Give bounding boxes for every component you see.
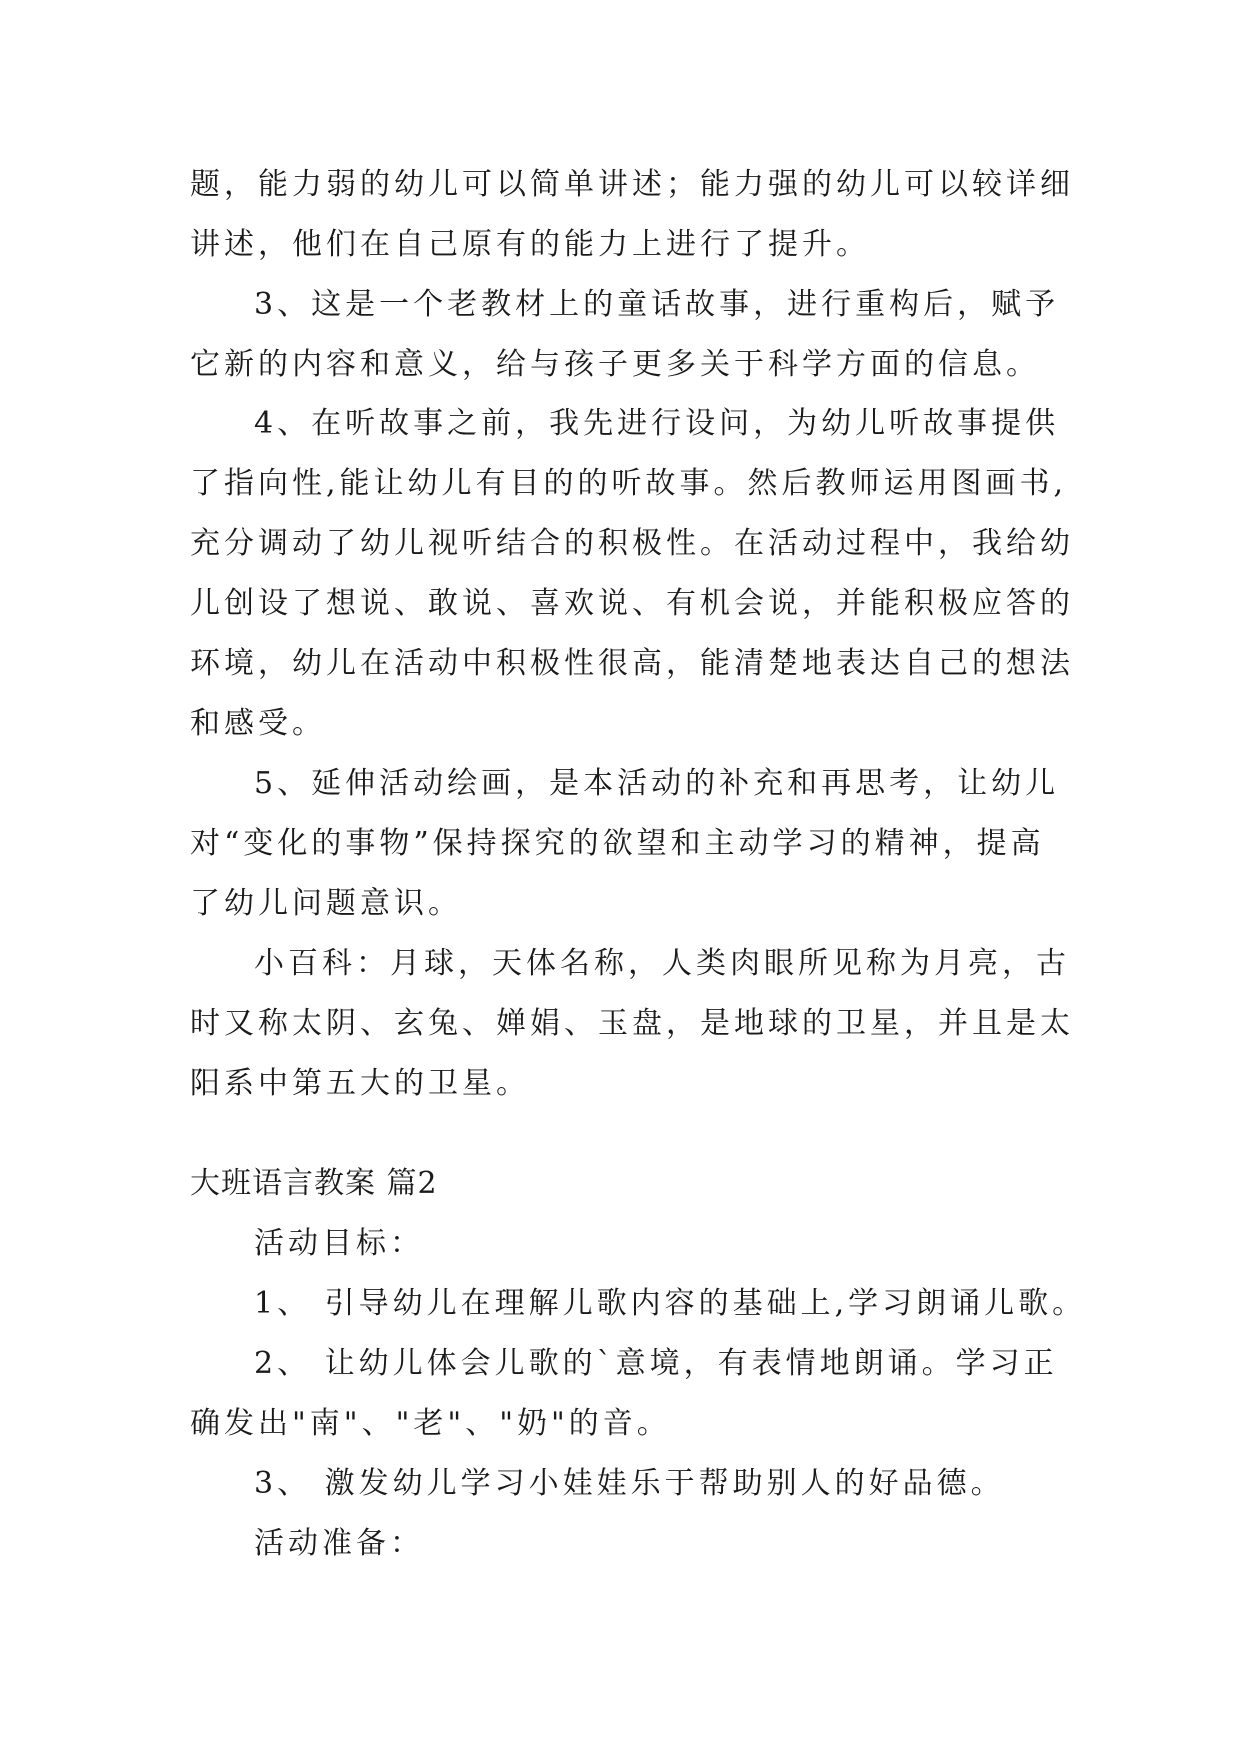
paragraph-line: 环境，幼儿在活动中积极性很高，能清楚地表达自己的想法 (190, 646, 1074, 681)
paragraph-line: 2、 让幼儿体会儿歌的`意境，有表情地朗诵。学习正 (254, 1346, 1058, 1381)
paragraph-line: 时又称太阴、玄兔、婵娟、玉盘，是地球的卫星，并且是太 (190, 1006, 1074, 1041)
paragraph-line: 5、延伸活动绘画，是本活动的补充和再思考，让幼儿 (254, 766, 1060, 801)
paragraph-line: 确发出"南"、"老"、"奶"的音。 (190, 1406, 671, 1441)
paragraph-line: 活动目标： (254, 1226, 424, 1261)
paragraph-line: 活动准备： (254, 1526, 424, 1561)
paragraph-line: 对“变化的事物”保持探究的欲望和主动学习的精神，提高 (190, 826, 1045, 861)
paragraph-line: 3、这是一个老教材上的童话故事，进行重构后，赋予 (254, 287, 1060, 322)
section-heading: 大班语言教案 篇2 (190, 1166, 438, 1201)
paragraph-line: 和感受。 (190, 706, 326, 741)
paragraph-line: 它新的内容和意义，给与孩子更多关于科学方面的信息。 (190, 347, 1040, 382)
paragraph-line: 阳系中第五大的卫星。 (190, 1066, 530, 1101)
paragraph-line: 儿创设了想说、敢说、喜欢说、有机会说，并能积极应答的 (190, 586, 1074, 621)
paragraph-line: 了幼儿问题意识。 (190, 886, 462, 921)
paragraph-line: 小百科：月球，天体名称，人类肉眼所见称为月亮，古 (254, 946, 1070, 981)
paragraph-line: 了指向性,能让幼儿有目的的听故事。然后教师运用图画书, (190, 466, 1068, 501)
paragraph-line: 4、在听故事之前，我先进行设问，为幼儿听故事提供 (254, 406, 1060, 441)
paragraph-line: 题，能力弱的幼儿可以简单讲述；能力强的幼儿可以较详细 (190, 167, 1074, 202)
paragraph-line: 1、 引导幼儿在理解儿歌内容的基础上,学习朗诵儿歌。 (254, 1286, 1087, 1321)
paragraph-line: 3、 激发幼儿学习小娃娃乐于帮助别人的好品德。 (254, 1466, 1005, 1501)
paragraph-line: 充分调动了幼儿视听结合的积极性。在活动过程中，我给幼 (190, 526, 1074, 561)
paragraph-line: 讲述，他们在自己原有的能力上进行了提升。 (190, 227, 870, 262)
